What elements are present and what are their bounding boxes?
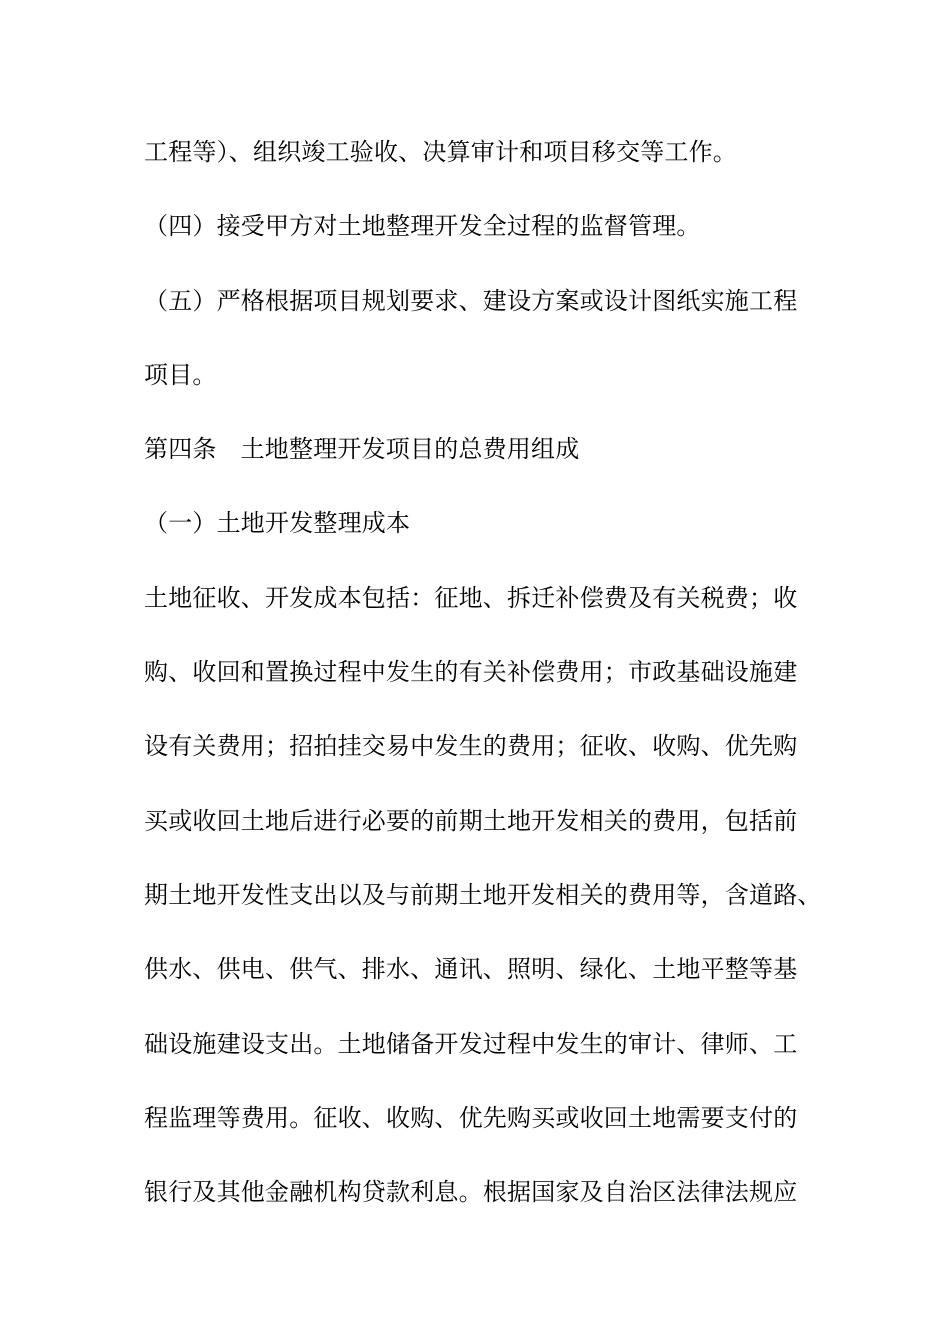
document-body	[144, 130, 844, 1244]
paragraph-line: 项目。	[144, 360, 217, 389]
article-number: 第四条	[144, 435, 217, 464]
paragraph-line: 设有关费用；招拍挂交易中发生的费用；征收、收购、优先购	[144, 732, 798, 761]
list-item-five: （五）严格根据项目规划要求、建设方案或设计图纸实施工程	[144, 286, 798, 315]
article-title: 土地整理开发项目的总费用组成	[240, 435, 580, 464]
article-heading	[144, 427, 844, 501]
section-heading: （一）土地开发整理成本	[144, 509, 411, 538]
list-item-four: （四）接受甲方对土地整理开发全过程的监督管理。	[144, 212, 701, 241]
paragraph-line: 工程等）、组织竣工验收、决算审计和项目移交等工作。	[144, 138, 737, 166]
paragraph-line: 期土地开发性支出以及与前期土地开发相关的费用等，含道路、	[144, 880, 822, 909]
paragraph-line: 程监理等费用。征收、收购、优先购买或收回土地需要支付的	[144, 1103, 798, 1132]
paragraph-line: 土地征收、开发成本包括：征地、拆迁补偿费及有关税费；收	[144, 583, 798, 612]
paragraph-line: 础设施建设支出。土地储备开发过程中发生的审计、律师、工	[144, 1029, 798, 1058]
paragraph-line: 购、收回和置换过程中发生的有关补偿费用；市政基础设施建	[144, 658, 798, 687]
paragraph-line: 银行及其他金融机构贷款利息。根据国家及自治区法律法规应	[144, 1178, 798, 1207]
paragraph-line: 买或收回土地后进行必要的前期土地开发相关的费用，包括前	[144, 806, 798, 835]
paragraph-line: 供水、供电、供气、排水、通讯、照明、绿化、土地平整等基	[144, 955, 798, 984]
